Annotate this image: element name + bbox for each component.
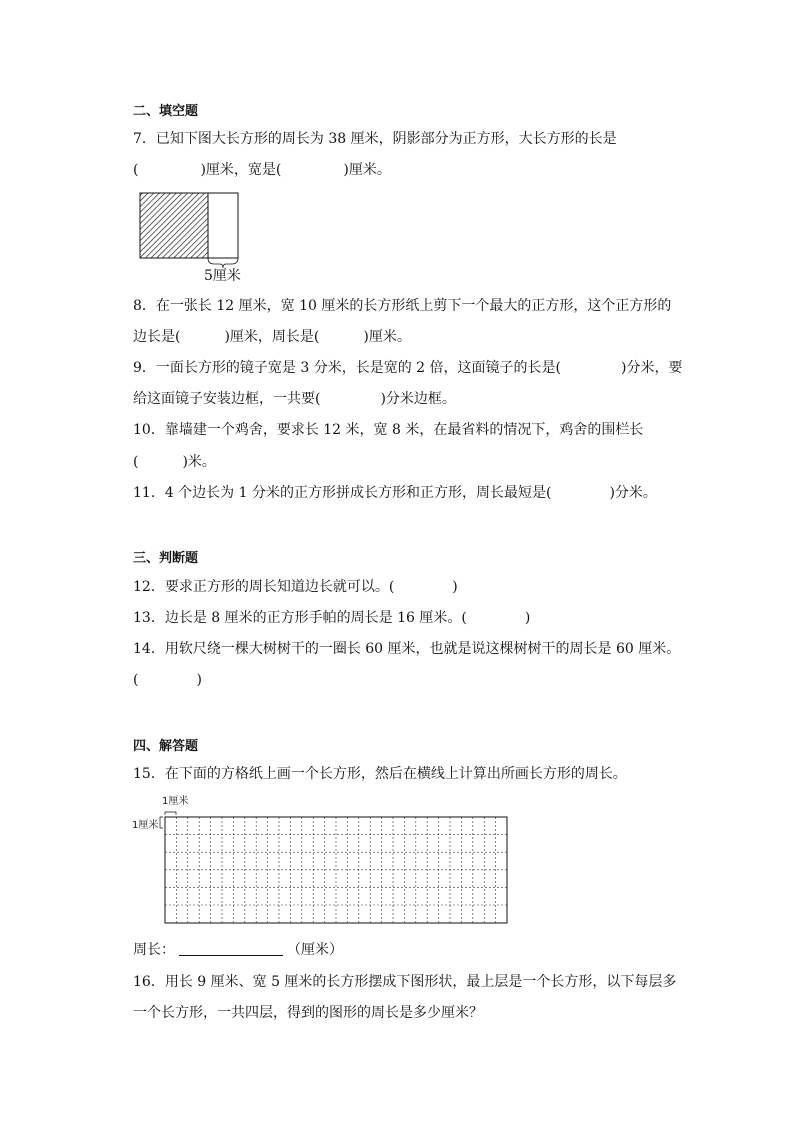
- q7-line2: [133, 161, 391, 179]
- q9-part-d: )分米边框。: [380, 391, 456, 407]
- q7-brace: [208, 258, 238, 268]
- q12-close: ): [452, 579, 458, 595]
- q11-line1: [133, 484, 657, 502]
- q15-perimeter-answer-line[interactable]: [179, 941, 283, 956]
- q16-line1: 16．用长 9 厘米、宽 5 厘米的长方形摆成下图形状，最上层是一个长方形，以下每层多: [133, 974, 677, 990]
- q15-perimeter-unit: （厘米）: [287, 942, 343, 958]
- section-fill-heading: 二、填空题: [133, 104, 199, 119]
- q14-paren-open: (: [133, 672, 139, 688]
- q10-end: )米。: [182, 454, 216, 470]
- q8-line1: 8．在一张长 12 厘米，宽 10 厘米的长方形纸上剪下一个最大的正方形，这个正方形的: [133, 298, 672, 314]
- q13-text: 13．边长是 8 厘米的正方形手帕的周长是 16 厘米。(: [133, 610, 467, 626]
- q7-figure-label: 5厘米: [204, 268, 241, 284]
- q8-part-b: )厘米，周长是(: [224, 329, 320, 345]
- q9-part-a: 9．一面长方形的镜子宽是 3 分米，长是宽的 2 倍，这面镜子的长是(: [133, 360, 561, 376]
- q7-paren-open: (: [133, 162, 139, 178]
- q8-part-c: )厘米。: [363, 329, 411, 345]
- q10-line1: 10．靠墙建一个鸡舍，要求长 12 米，宽 8 米，在最省料的情况下，鸡舍的围栏长: [133, 422, 644, 438]
- q7-mid: )厘米，宽是(: [200, 162, 282, 178]
- q12-line: [133, 578, 458, 596]
- q14-line2: [133, 671, 202, 689]
- q15-grid-top-label: 1厘米: [162, 796, 189, 807]
- q14-close: ): [196, 672, 202, 688]
- q10-line2: [133, 453, 216, 471]
- q9-part-b: )分米，要: [620, 360, 683, 376]
- q16-line2: 一个长方形，一共四层，得到的图形的周长是多少厘米？: [133, 1005, 483, 1021]
- q14-line1: 14．用软尺绕一棵大树树干的一圈长 60 厘米，也就是说这棵树树干的周长是 60 厘米。: [133, 641, 681, 657]
- section-answer-heading: 四、解答题: [133, 739, 199, 754]
- q15-grid-left-label: 1厘米: [132, 820, 159, 831]
- q7-end: )厘米。: [343, 162, 391, 178]
- q10-paren-open: (: [133, 454, 139, 470]
- q7-shaded-square: [140, 193, 208, 258]
- q11-part-b: )分米。: [609, 485, 657, 501]
- q11-part-a: 11．4 个边长为 1 分米的正方形拼成长方形和正方形，周长最短是(: [133, 485, 552, 501]
- q9-part-c: 给这面镜子安装边框，一共要(: [133, 391, 321, 407]
- q15-line1: 15．在下面的方格纸上画一个长方形，然后在横线上计算出所画长方形的周长。: [133, 766, 627, 782]
- q15-perimeter-line: [133, 941, 343, 959]
- q15-perimeter-label: 周长：: [133, 942, 175, 958]
- q15-grid-paper[interactable]: [158, 806, 510, 928]
- q8-line2: [133, 328, 411, 346]
- q7-line1: 7．已知下图大长方形的周长为 38 厘米，阴影部分为正方形，大长方形的长是: [133, 131, 617, 147]
- q13-close: ): [524, 610, 531, 626]
- q9-line1: [133, 359, 682, 377]
- q8-part-a: 边长是(: [133, 329, 181, 345]
- q13-line: [133, 609, 530, 627]
- q12-text: 12．要求正方形的周长知道边长就可以。(: [133, 579, 395, 595]
- q15-top-bracket: [165, 812, 176, 815]
- q9-line2: [133, 390, 456, 408]
- section-judge-heading: 三、判断题: [133, 551, 199, 566]
- q15-grid-lines: [165, 817, 507, 923]
- q15-left-bracket: [160, 817, 163, 828]
